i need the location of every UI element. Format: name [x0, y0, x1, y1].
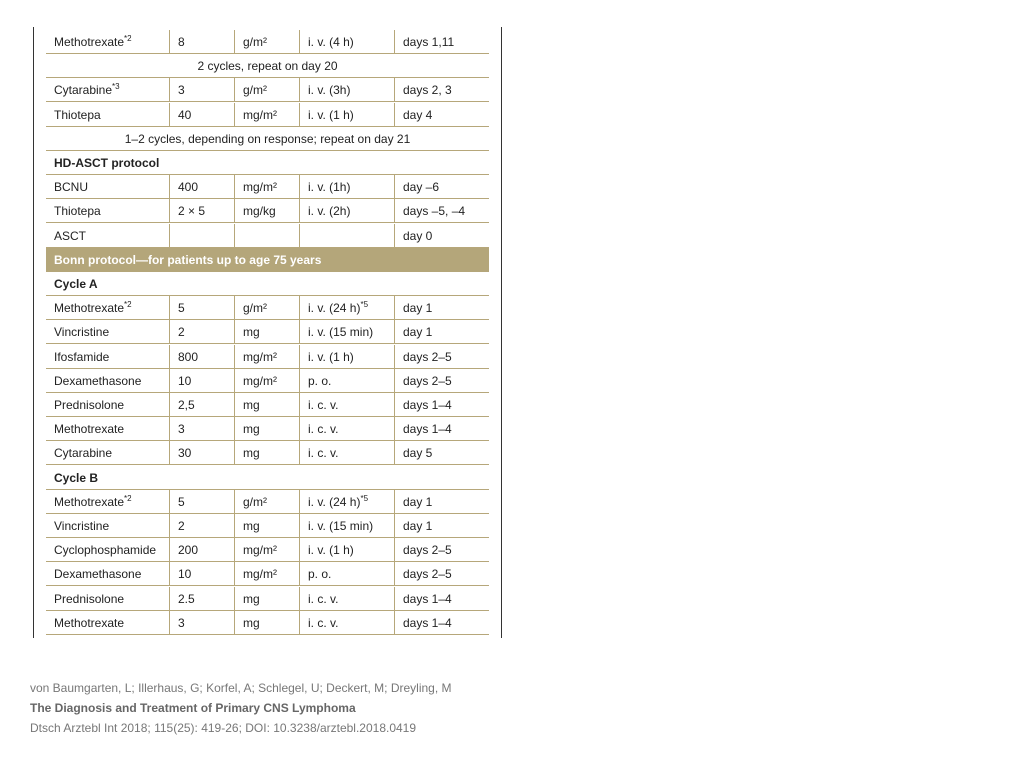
unit-cell [234, 224, 299, 247]
footnote-marker: *2 [124, 34, 132, 43]
days-cell: days 2–5 [394, 345, 489, 368]
table-row [46, 78, 489, 102]
route-text: i. c. v. [308, 398, 339, 412]
days-cell: days 1–4 [394, 611, 489, 634]
table-row [46, 417, 489, 441]
drug-name: ASCT [54, 228, 87, 243]
table-row [46, 393, 489, 417]
route-text: p. o. [308, 567, 332, 582]
drug-name: Prednisolone [54, 591, 125, 606]
cycle-note-row [46, 127, 489, 151]
dose-cell: 2 [169, 514, 234, 537]
footnote-marker: *5 [360, 493, 369, 503]
route-cell [299, 320, 394, 343]
route-text: p. o. [308, 373, 332, 388]
route-cell [299, 393, 394, 416]
route-text: i. c. v. [308, 615, 339, 630]
drug-name: Vincristine [54, 519, 110, 533]
days-cell: days 1,11 [394, 30, 489, 53]
route-text: i. v. (24 h) [308, 301, 361, 316]
regimen-table [33, 27, 502, 638]
days-cell: day 1 [394, 296, 489, 319]
drug-name-cell [46, 320, 169, 343]
drug-name-cell [46, 562, 169, 585]
days-cell: days 2–5 [394, 538, 489, 561]
drug-name-cell [46, 538, 169, 561]
drug-name: BCNU [54, 180, 89, 195]
unit-cell: mg [234, 441, 299, 464]
dose-cell: 3 [169, 611, 234, 634]
route-cell [299, 296, 394, 319]
drug-name-cell [46, 393, 169, 416]
drug-name: Prednisolone [54, 398, 125, 412]
unit-cell: mg [234, 514, 299, 537]
days-cell: days 2–5 [394, 562, 489, 585]
dose-cell: 30 [169, 441, 234, 464]
table-row [46, 587, 489, 611]
route-cell [299, 587, 394, 610]
drug-name-cell [46, 296, 169, 319]
protocol-banner [46, 248, 489, 272]
table-row [46, 224, 489, 248]
route-cell [299, 441, 394, 464]
dose-cell: 2,5 [169, 393, 234, 416]
dose-cell: 3 [169, 417, 234, 440]
dose-cell: 3 [169, 78, 234, 101]
unit-cell: mg/m² [234, 103, 299, 126]
days-cell: day 0 [394, 224, 489, 247]
route-text: i. v. (1h) [308, 180, 351, 195]
table-row [46, 441, 489, 465]
route-cell [299, 417, 394, 440]
route-cell [299, 369, 394, 392]
dose-cell: 10 [169, 562, 234, 585]
section-header-row [46, 272, 489, 296]
drug-name-cell [46, 78, 169, 101]
drug-name: Methotrexate [54, 494, 125, 509]
days-cell: day 1 [394, 514, 489, 537]
drug-name: Dexamethasone [54, 567, 142, 582]
dose-cell: 10 [169, 369, 234, 392]
drug-name-cell [46, 175, 169, 198]
drug-name: Methotrexate [54, 615, 125, 630]
days-cell: days 2–5 [394, 369, 489, 392]
table-row [46, 199, 489, 223]
unit-cell: mg/m² [234, 562, 299, 585]
unit-cell: mg [234, 393, 299, 416]
days-cell: days 2, 3 [394, 78, 489, 101]
route-text: i. v. (15 min) [308, 519, 374, 533]
route-cell [299, 490, 394, 513]
section-text: HD-ASCT protocol [54, 156, 160, 170]
section-header-row [46, 151, 489, 175]
drug-name-cell [46, 224, 169, 247]
table-row [46, 103, 489, 127]
days-cell: day 1 [394, 490, 489, 513]
drug-name-cell [46, 441, 169, 464]
unit-cell: mg/m² [234, 369, 299, 392]
days-cell: days –5, –4 [394, 199, 489, 222]
drug-name: Methotrexate [54, 301, 125, 316]
dose-cell: 5 [169, 296, 234, 319]
drug-name-cell [46, 103, 169, 126]
dose-cell: 8 [169, 30, 234, 53]
unit-cell: g/m² [234, 490, 299, 513]
days-cell: day 1 [394, 320, 489, 343]
note-text: 2 cycles, repeat on day 20 [197, 59, 338, 74]
days-cell: days 1–4 [394, 587, 489, 610]
dose-cell [169, 224, 234, 247]
dose-cell: 2 × 5 [169, 199, 234, 222]
drug-name: Methotrexate [54, 35, 125, 49]
route-cell [299, 611, 394, 634]
unit-cell: mg/kg [234, 199, 299, 222]
drug-name-cell [46, 369, 169, 392]
drug-name-cell [46, 514, 169, 537]
unit-cell: mg [234, 320, 299, 343]
unit-cell: g/m² [234, 30, 299, 53]
dose-cell: 2 [169, 320, 234, 343]
route-text: i. v. (2h) [308, 204, 351, 219]
route-cell [299, 103, 394, 126]
table-row [46, 514, 489, 538]
drug-name: Vincristine [54, 325, 110, 340]
unit-cell: mg/m² [234, 538, 299, 561]
days-cell: day 4 [394, 103, 489, 126]
route-text: i. v. (1 h) [308, 543, 354, 558]
drug-name-cell [46, 490, 169, 513]
unit-cell: mg [234, 587, 299, 610]
banner-text: Bonn protocol—for patients up to age 75 years [54, 252, 322, 267]
citation-authors: von Baumgarten, L; Illerhaus, G; Korfel, A; Schlegel, U; Deckert, M; Dreyling, M [30, 681, 452, 695]
section-text: Cycle B [54, 470, 99, 485]
route-cell [299, 224, 394, 247]
route-cell [299, 78, 394, 101]
route-cell [299, 199, 394, 222]
days-cell: day –6 [394, 175, 489, 198]
dose-cell: 40 [169, 103, 234, 126]
table-row [46, 345, 489, 369]
citation-source: Dtsch Arztebl Int 2018; 115(25): 419-26; DOI: 10.3238/arztebl.2018.0419 [30, 721, 417, 735]
table-row [46, 538, 489, 562]
citation [30, 678, 452, 738]
drug-name: Methotrexate [54, 422, 125, 437]
days-cell: days 1–4 [394, 417, 489, 440]
route-text: i. c. v. [308, 446, 339, 461]
drug-name: Cytarabine [54, 446, 113, 461]
table-row [46, 320, 489, 344]
route-text: i. c. v. [308, 422, 339, 437]
table-row [46, 562, 489, 586]
route-text: i. v. (1 h) [308, 107, 354, 122]
footnote-marker: *3 [112, 82, 120, 92]
route-cell [299, 538, 394, 561]
drug-name: Cytarabine [54, 83, 113, 98]
route-text: i. v. (24 h) [308, 494, 361, 509]
unit-cell: g/m² [234, 296, 299, 319]
dose-cell: 200 [169, 538, 234, 561]
route-cell [299, 514, 394, 537]
drug-name-cell [46, 417, 169, 440]
drug-name: Thiotepa [54, 107, 101, 122]
route-cell [299, 30, 394, 53]
route-cell [299, 562, 394, 585]
drug-name: Thiotepa [54, 204, 101, 219]
drug-name-cell [46, 345, 169, 368]
route-text: i. v. (4 h) [308, 35, 354, 49]
table-row [46, 611, 489, 635]
route-text: i. c. v. [308, 591, 339, 606]
unit-cell: mg/m² [234, 175, 299, 198]
unit-cell: mg/m² [234, 345, 299, 368]
drug-name-cell [46, 587, 169, 610]
drug-name-cell [46, 30, 169, 53]
days-cell: day 5 [394, 441, 489, 464]
route-text: i. v. (1 h) [308, 349, 354, 364]
unit-cell: mg [234, 611, 299, 634]
drug-name: Ifosfamide [54, 349, 110, 364]
table-row [46, 30, 489, 54]
route-cell [299, 175, 394, 198]
note-text: 1–2 cycles, depending on response; repeat on day 21 [124, 131, 411, 146]
table-row [46, 369, 489, 393]
table-row [46, 296, 489, 320]
days-cell: days 1–4 [394, 393, 489, 416]
drug-name-cell [46, 611, 169, 634]
table-row [46, 175, 489, 199]
section-text: Cycle A [54, 277, 98, 291]
dose-cell: 400 [169, 175, 234, 198]
cycle-note-row [46, 54, 489, 78]
unit-cell: g/m² [234, 78, 299, 101]
route-cell [299, 345, 394, 368]
route-text: i. v. (3h) [308, 83, 351, 98]
drug-name-cell [46, 199, 169, 222]
route-text: i. v. (15 min) [308, 325, 374, 340]
footnote-marker: *2 [124, 493, 132, 503]
unit-cell: mg [234, 417, 299, 440]
table-row [46, 490, 489, 514]
footnote-marker: *2 [124, 300, 132, 310]
section-header-row [46, 466, 489, 490]
dose-cell: 800 [169, 345, 234, 368]
dose-cell: 2.5 [169, 587, 234, 610]
drug-name: Cyclophosphamide [54, 543, 157, 558]
dose-cell: 5 [169, 490, 234, 513]
citation-title: The Diagnosis and Treatment of Primary CNS Lymphoma [30, 701, 356, 715]
drug-name: Dexamethasone [54, 373, 142, 388]
footnote-marker: *5 [360, 300, 369, 310]
